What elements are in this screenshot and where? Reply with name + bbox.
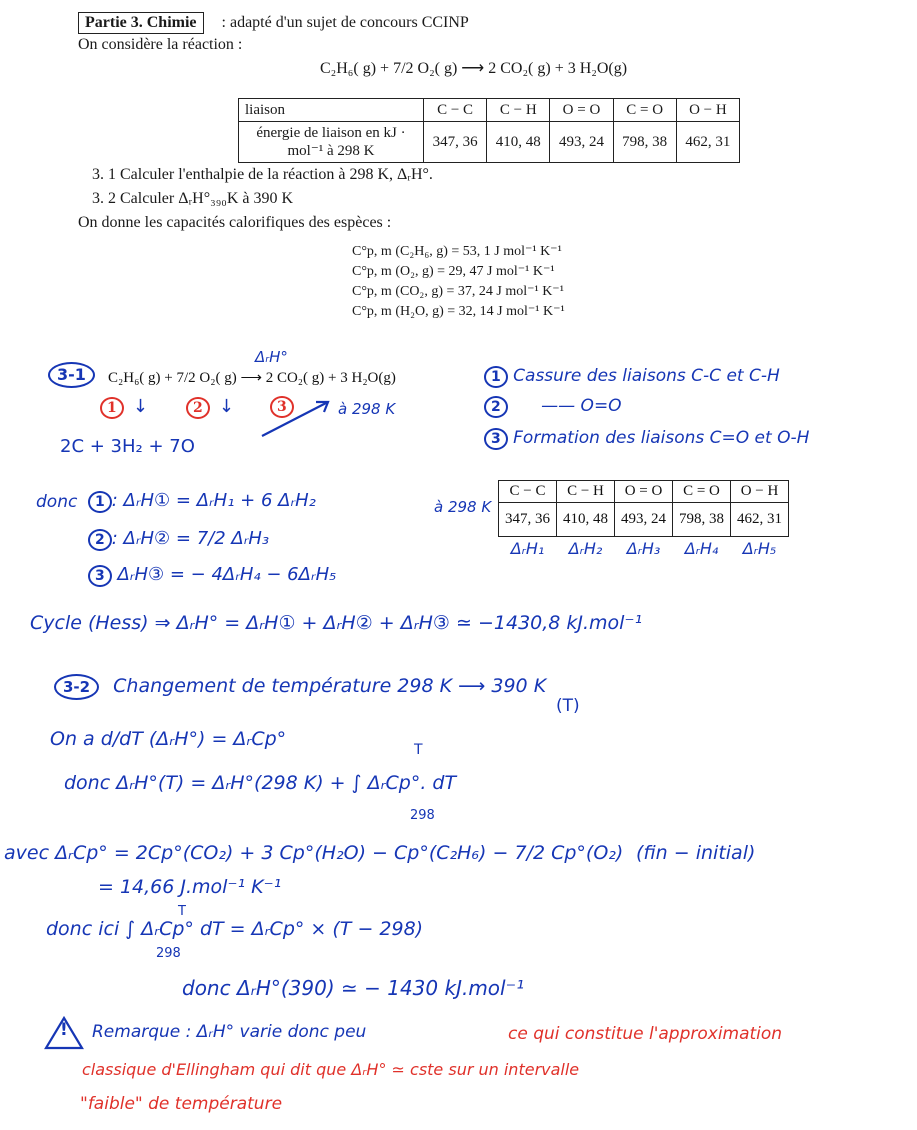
section-header — [78, 14, 469, 32]
integrated-kirchhoff: donc ΔᵣH°(T) = ΔᵣH°(298 K) + ∫ ΔᵣCp°. dT — [64, 772, 457, 794]
integral2-upper-bound: T — [178, 904, 186, 919]
bond-cell: C − C — [424, 99, 487, 122]
enthalpy-label: ΔᵣH₂ — [568, 539, 603, 558]
tag-3-1: 3-1 — [48, 362, 95, 388]
remark-blue: Remarque : ΔᵣH° varie donc peu — [92, 1022, 367, 1042]
section-3-2-title: 3-2 Changement de température 298 K ⟶ 390 K — [54, 674, 546, 700]
enthalpy-label: ΔᵣH₃ — [626, 539, 661, 558]
cp-line: C°p, m (C₂H₆, g) = 53, 1 J mol⁻¹ K⁻¹ — [352, 244, 562, 259]
warning-mark: ! — [60, 1020, 68, 1040]
reaction-dh-label: ΔᵣH° — [255, 348, 288, 366]
bond-energy-table-copy — [498, 480, 789, 560]
intro-text: On considère la réaction : — [78, 36, 243, 53]
temperature-298-label: à 298 K — [338, 400, 396, 418]
remark-red-1: ce qui constitue l'approximation — [508, 1024, 783, 1044]
cp-line: C°p, m (O₂, g) = 29, 47 J mol⁻¹ K⁻¹ — [352, 264, 555, 279]
bond-cell: C = O — [673, 481, 731, 503]
integral2-lower-bound: 298 — [156, 946, 181, 961]
step-1-equation: 1 : ΔᵣH① = ΔᵣH₁ + 6 ΔᵣH₂ — [88, 490, 316, 513]
hess-cycle-result: Cycle (Hess) ⇒ ΔᵣH° = ΔᵣH① + ΔᵣH② + ΔᵣH③ ≃ −1430,8 kJ.mol⁻¹ — [30, 612, 643, 634]
remark-red-2: classique d'Ellingham qui dit que ΔᵣH° ≃ cste sur un intervalle — [82, 1060, 580, 1079]
energy-cell: 347, 36 — [424, 122, 487, 163]
step-1-description: 1 Cassure des liaisons C-C et C-H — [484, 366, 780, 388]
enthalpy-label: ΔᵣH₅ — [742, 539, 777, 558]
cp-line: C°p, m (CO₂, g) = 37, 24 J mol⁻¹ K⁻¹ — [352, 284, 564, 299]
cp-list — [352, 242, 565, 322]
enthalpy-label: ΔᵣH₁ — [510, 539, 545, 558]
atoms-line: 2C + 3H₂ + 7O — [60, 436, 195, 457]
step-2-description: 2 —— O=O — [484, 396, 622, 418]
step-mark-3: 3 — [270, 396, 294, 418]
section-source: : adapté d'un sujet de concours CCINP — [221, 14, 469, 31]
integral-simplification: donc ici ∫ ΔᵣCp° dT = ΔᵣCp° × (T − 298) — [46, 918, 424, 940]
bond-cell: C − H — [487, 99, 550, 122]
final-result: donc ΔᵣH°(390) ≃ − 1430 kJ.mol⁻¹ — [182, 976, 525, 1000]
delta-cp-value: = 14,66 J.mol⁻¹ K⁻¹ — [98, 876, 282, 898]
energy-cell: 462, 31 — [731, 503, 789, 537]
bond-energy-table — [238, 98, 740, 163]
bond-cell: O − H — [676, 99, 739, 122]
energy-cell: 410, 48 — [557, 503, 615, 537]
integral-upper-bound: T — [414, 742, 423, 758]
section-badge: Partie 3. Chimie — [78, 12, 204, 34]
energy-cell: 798, 38 — [613, 122, 676, 163]
cp-intro: On donne les capacités calorifiques des espèces : — [78, 214, 392, 231]
donc-label: donc — [36, 492, 78, 512]
energy-cell: 493, 24 — [615, 503, 673, 537]
remark-red-3: "faible" de température — [80, 1094, 283, 1114]
energy-cell: 493, 24 — [550, 122, 613, 163]
question-3-1: 3. 1 Calculer l'enthalpie de la réaction à 298 K, ΔᵣH°. — [92, 166, 433, 183]
kirchhoff-law: On a d/dT (ΔᵣH°) = ΔᵣCp° — [50, 728, 287, 750]
bond-cell: O − H — [731, 481, 789, 503]
step-3-description: 3 Formation des liaisons C=O et O-H — [484, 428, 809, 450]
arrow-up-right-icon — [258, 396, 338, 440]
cp-line: C°p, m (H₂O, g) = 32, 14 J mol⁻¹ K⁻¹ — [352, 304, 565, 319]
delta-cp-expression: avec ΔᵣCp° = 2Cp°(CO₂) + 3 Cp°(H₂O) − Cp°(C₂H₆) − 7/2 Cp°(O₂) — [4, 842, 624, 864]
energy-cell: 347, 36 — [499, 503, 557, 537]
table-value-label: énergie de liaison en kJ · mol⁻¹ à 298 K — [239, 122, 424, 163]
integral-lower-bound: 298 — [410, 808, 435, 823]
energy-cell: 462, 31 — [676, 122, 739, 163]
T-label: (T) — [556, 696, 580, 716]
question-3-2: 3. 2 Calculer ΔᵣH°₃₉₀K à 390 K — [92, 190, 294, 207]
step-mark-1: 1 ↓ — [100, 396, 148, 419]
energy-cell: 798, 38 — [673, 503, 731, 537]
energy-cell: 410, 48 — [487, 122, 550, 163]
enthalpy-label: ΔᵣH₄ — [684, 539, 719, 558]
bond-cell: O = O — [550, 99, 613, 122]
table-header-label: liaison — [239, 99, 424, 122]
reaction-equation: C₂H₆( g) + 7/2 O₂( g) ⟶ 2 CO₂( g) + 3 H₂O(g) — [320, 60, 628, 77]
table-temperature-label: à 298 K — [434, 498, 492, 516]
bond-cell: C − C — [499, 481, 557, 503]
step-mark-2: 2 ↓ — [186, 396, 234, 419]
step-2-equation: 2 : ΔᵣH② = 7/2 ΔᵣH₃ — [88, 528, 269, 551]
bond-cell: C = O — [613, 99, 676, 122]
reaction-handwritten: C₂H₆( g) + 7/2 O₂( g) ⟶ 2 CO₂( g) + 3 H₂O(g) — [108, 370, 396, 386]
bond-cell: O = O — [615, 481, 673, 503]
bond-cell: C − H — [557, 481, 615, 503]
step-3-equation: 3 ΔᵣH③ = − 4ΔᵣH₄ − 6ΔᵣH₅ — [88, 564, 336, 587]
fin-initial-note: (fin − initial) — [636, 842, 756, 864]
